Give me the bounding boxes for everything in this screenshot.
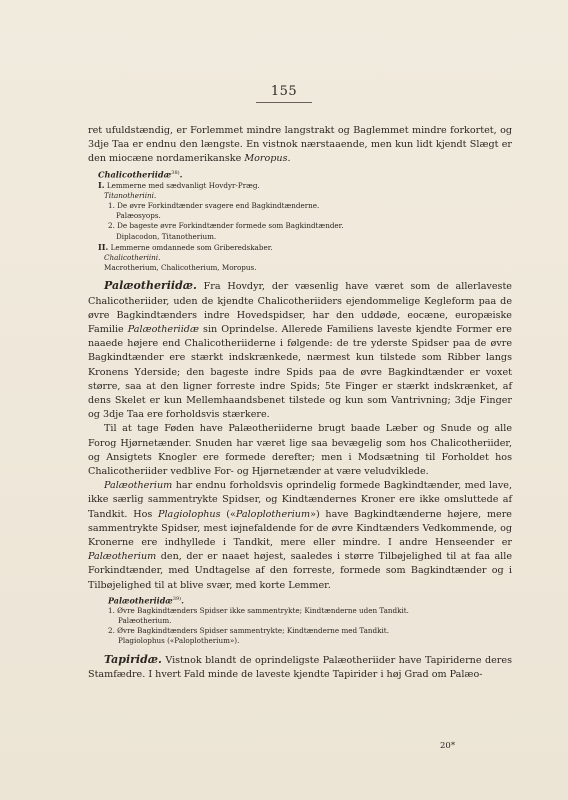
page-body xyxy=(88,124,512,682)
paragraph-intro-text: ret ufuldstændig, er Forlemmet mindre langstrakt og Baglemmet mindre forkortet, og 3dje Taa er endnu den længste. En vistnok nærstaaende, men kun lidt kjendt Slægt er den miocæne nordamerikanske xyxy=(88,125,512,165)
table2-title: Palæotheriidæ$^{39)}$. xyxy=(108,595,184,606)
table1-row-2: 2. De bageste øvre Forkindtænder formede som Bagkindtænder. xyxy=(108,221,344,231)
printer-signature: 20* xyxy=(440,741,456,751)
tapiridae-heading: Tapiridæ. xyxy=(104,652,162,666)
table2-row-2-genera: Plagiolophus («Paloplotherium»). xyxy=(118,636,240,646)
table2-row-1-genera: Palæotherium. xyxy=(118,615,172,625)
palaeotheriidae-table xyxy=(88,594,512,647)
table1-group-i: I. Lemmerne med sædvanligt Hovdyr-Præg. xyxy=(98,179,260,190)
table1-chalicotheriini: Chalicotheriini. xyxy=(104,252,161,262)
paragraph-palaeotherium: Palæotherium har endnu forholdsvis oprindelig formede Bagkindtænder, med lave, ikke særlig sammentrykte Spidser, og Kindtændernes Kroner ere ikke omsluttede af Tandkit. Hos Plagiolophus («Paloplotherium») have Bagkindtænderne højere, mere sammentrykte Spidser, mest iøjnefaldende for de øvre Kindtænders Vedkommende, og Kronerne ere indhyllede i Tandkit, mere eller mindre. I andre Henseender er Palæotherium den, der er naaet højest, saaledes i større Tilbøjelighed til at faa alle Forkindtænder, med Undtagelse af den forreste, formede som Bagkindtænder og i Tilbøjelighed til at blive svær, med korte Lemmer. xyxy=(88,480,512,591)
table1-group-ii: II. Lemmerne omdannede som Griberedskaber. xyxy=(98,241,273,252)
table1-row-2-genera: Diplacodon, Titanotherium. xyxy=(116,231,217,241)
moropus-term: Moropus. xyxy=(244,153,291,165)
page-number-rule xyxy=(256,102,312,103)
paragraph-palaeotheriidae: Palæotheriidæ. Fra Hovdyr, der væsenlig have været som de allerlaveste Chalicotheriider, uden de kjendte Chalicotheriiders ejendommelige Kegleform paa de øvre Bagkindtænders indre Hovedspidser, har den uddøde, eocæne, europæiske Familie Palæotheriidæ sin Oprindelse. Allerede Familiens laveste kjendte Former ere naaede højere end Chalicotheriiderne i følgende: de tre yderste Spidser paa de øvre Bagkindtænder ere stærkt indskrænkede, nærmest kun tilstede som Ribber langs Kronens Yderside; den bageste indre Spids paa de øvre Bagkindtænder er voxet større, saa at den ligner forreste indre Spids; 5te Finger er stærkt indskrænket, af dens Skelet er kun Mellemhaandsbenet tilstede og kun som Vantrivning; 3dje Finger og 3dje Taa ere forholdsvis stærkere. xyxy=(88,279,512,421)
table1-row-ii-genera: Macrotherium, Chalicotherium, Moropus. xyxy=(104,263,257,273)
table1-title: Chalicotheriidæ$^{38)}$. xyxy=(98,169,183,180)
table2-row-1: 1. Øvre Bagkindtænders Spidser ikke sammentrykte; Kindtænderne uden Tandkit. xyxy=(108,605,409,615)
chalicotheriidae-table xyxy=(88,168,512,274)
table2-row-2: 2. Øvre Bagkindtænders Spidser sammentrykte; Kindtænderne med Tandkit. xyxy=(108,626,389,636)
paragraph-intro xyxy=(88,124,512,167)
paragraph-feeding: Til at tage Føden have Palæotheriiderne brugt baade Læber og Snude og alle Forog Hjørnetænder. Snuden har været lige saa bevægelig som hos Chalicotheriider, og Ansigtets Knogler ere formede derefter; men i Modsætning til Forholdet hos Chalicotheriider vedblive For- og Hjørnetænder at være veludviklede. xyxy=(88,423,512,478)
paragraph-tapiridae: Tapiridæ. Vistnok blandt de oprindeligste Palæotheriider have Tapiriderne deres Stamfædre. I hvert Fald minde de laveste kjendte Tapirider i høj Grad om Palæo- xyxy=(88,652,512,680)
table1-titanotheriini: Titanotheriini. xyxy=(104,190,157,200)
table1-row-1: 1. De øvre Forkindtænder svagere end Bagkindtænderne. xyxy=(108,200,320,210)
page-number: 155 xyxy=(270,84,298,99)
table1-row-1-genera: Palæosyops. xyxy=(116,211,161,221)
palaeotheriidae-heading: Palæotheriidæ. xyxy=(104,279,197,293)
